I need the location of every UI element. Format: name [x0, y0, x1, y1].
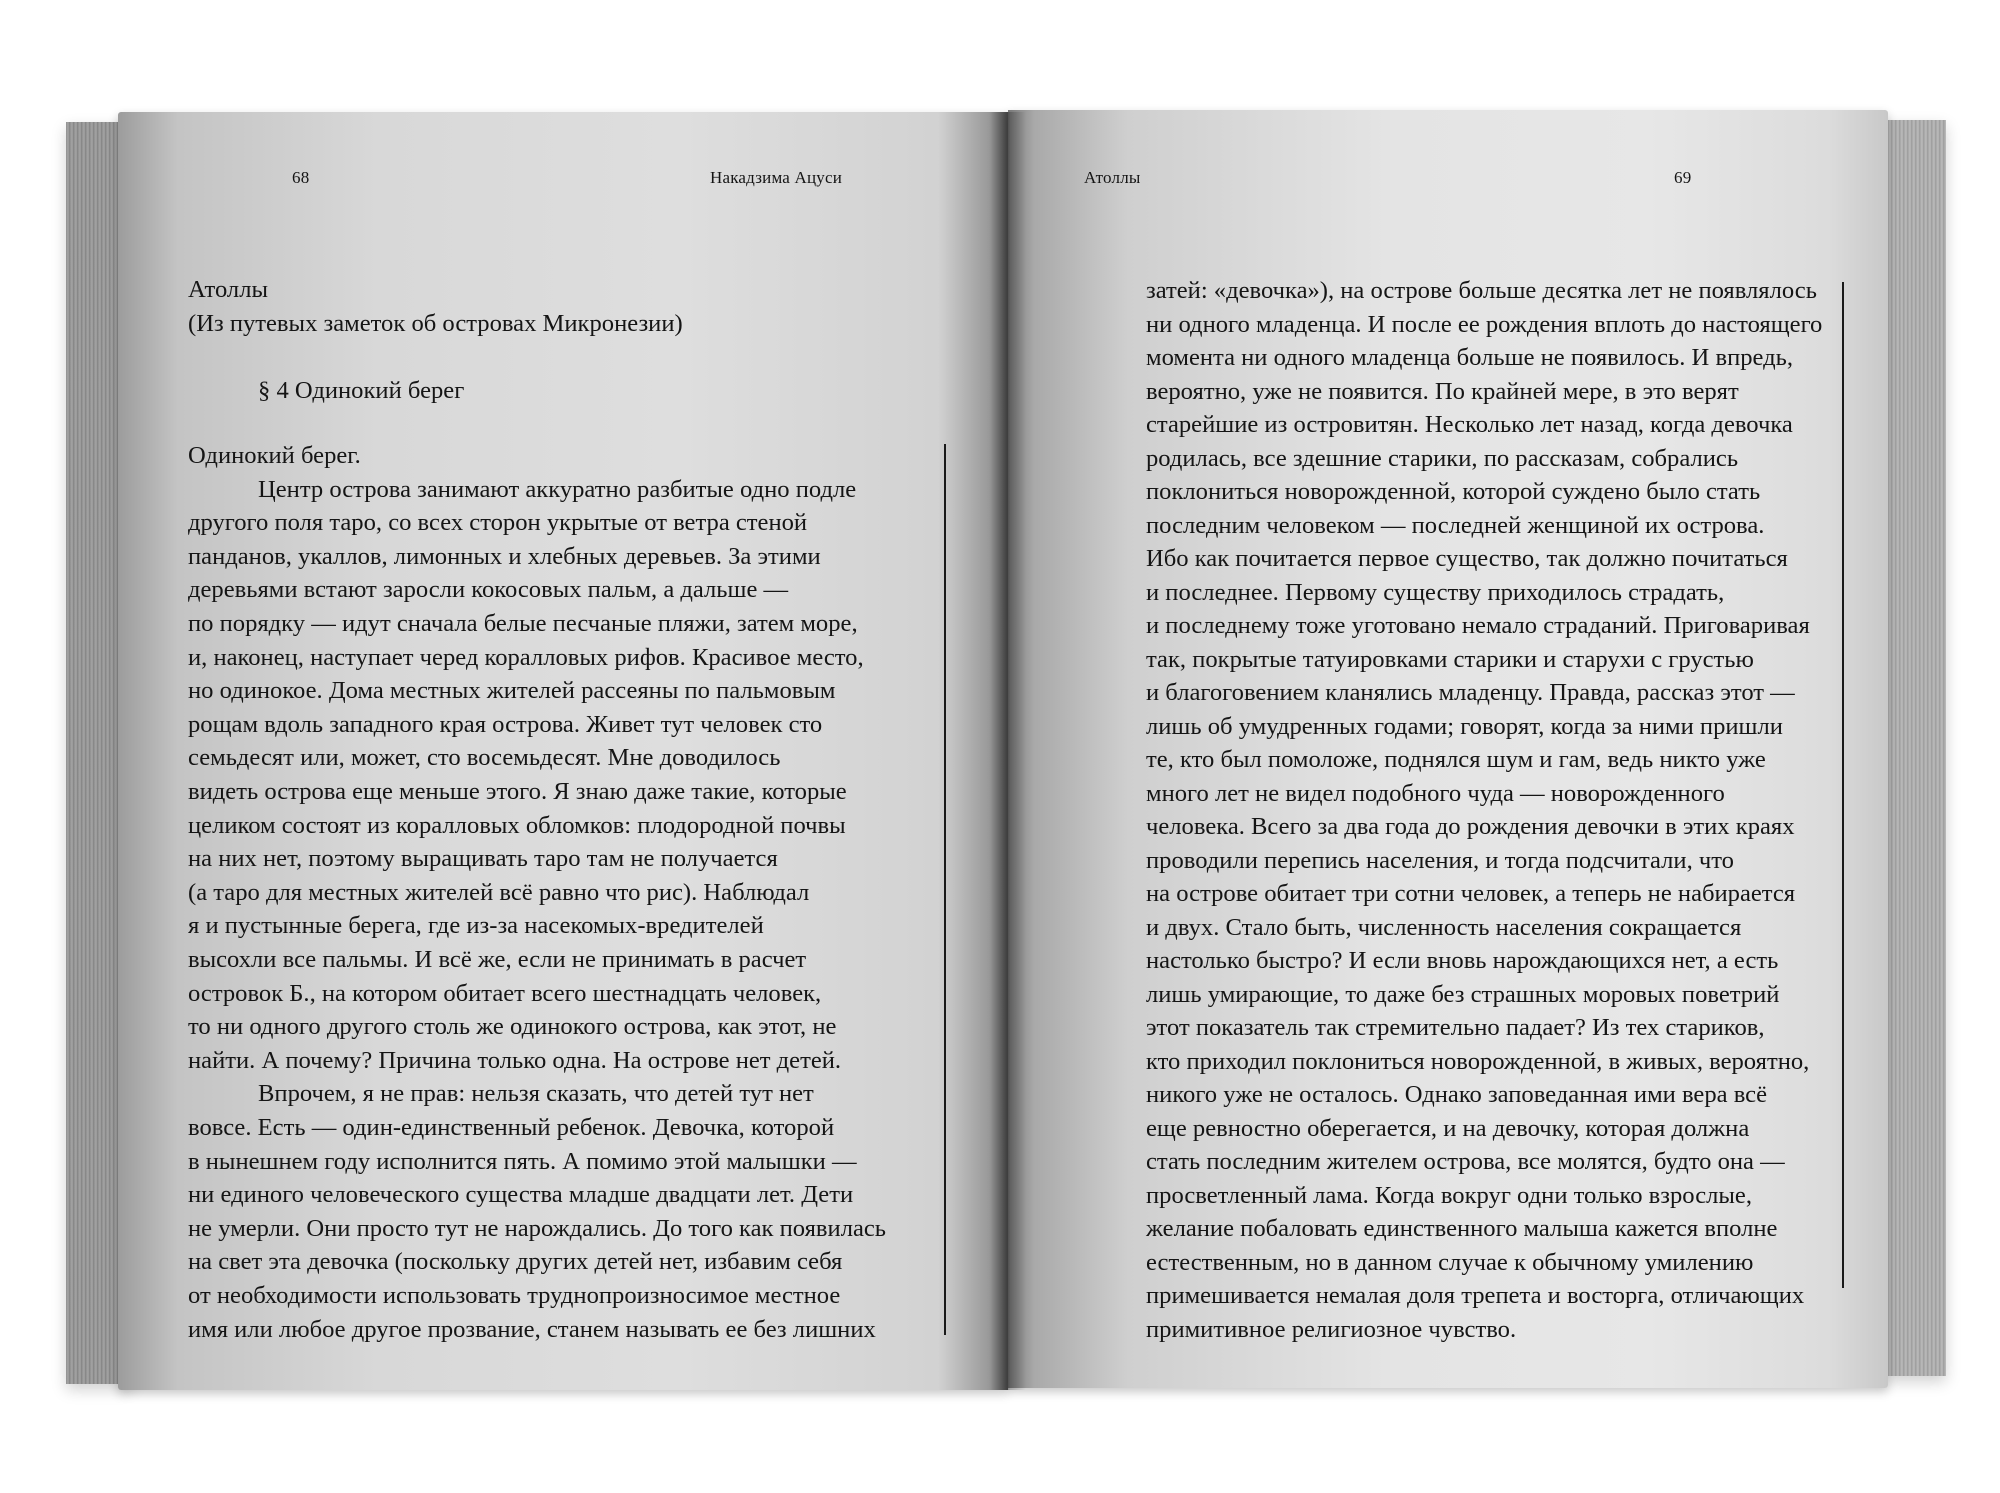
- text-line: на них нет, поэтому выращивать таро там не получается: [188, 845, 778, 872]
- section-heading: § 4 Одинокий берег: [258, 377, 465, 404]
- right-page-number: 69: [1674, 168, 1692, 187]
- text-line: Центр острова занимают аккуратно разбитые одно подле: [258, 476, 857, 503]
- text-line: желание побаловать единственного малыша кажется вполне: [1146, 1215, 1778, 1242]
- text-line: примешивается немалая доля трепета и восторга, отличающих: [1146, 1282, 1805, 1309]
- text-line: островок Б., на котором обитает всего шестнадцать человек,: [188, 980, 822, 1007]
- text-line: просветленный лама. Когда вокруг одни только взрослые,: [1146, 1182, 1752, 1209]
- text-line: высохли все пальмы. И всё же, если не принимать в расчет: [188, 946, 807, 973]
- text-line: много лет не видел подобного чуда — новорожденного: [1146, 780, 1725, 807]
- text-line: проводили перепись населения, и тогда подсчитали, что: [1146, 847, 1734, 874]
- text-line: поклониться новорожденной, которой суждено было стать: [1146, 478, 1761, 505]
- text-line: и двух. Стало быть, численность населения сокращается: [1146, 914, 1742, 941]
- text-line: примитивное религиозное чувство.: [1146, 1316, 1517, 1343]
- text-line: вовсе. Есть — один-единственный ребенок. Девочка, которой: [188, 1114, 835, 1141]
- text-line: естественным, но в данном случае к обычному умилению: [1146, 1249, 1754, 1276]
- text-line: то ни одного другого столь же одинокого острова, как этот, не: [188, 1013, 837, 1040]
- text-line: кто приходил поклониться новорожденной, в живых, вероятно,: [1146, 1048, 1810, 1075]
- text-line: имя или любое другое прозвание, станем называть ее без лишних: [188, 1316, 876, 1343]
- text-line: но одинокое. Дома местных жителей рассеяны по пальмовым: [188, 677, 836, 704]
- text-line: родилась, все здешние старики, по рассказам, собрались: [1146, 445, 1739, 472]
- text-line: лишь об умудренных годами; говорят, когда за ними пришли: [1146, 713, 1783, 740]
- text-line: и благоговением кланялись младенцу. Правда, рассказ этот —: [1146, 679, 1795, 706]
- text-line: целиком состоят из коралловых обломков: плодородной почвы: [188, 812, 846, 839]
- text-line: так, покрытые татуировками старики и старухи с грустью: [1146, 646, 1754, 673]
- text-line: те, кто был помоложе, поднялся шум и гам, ведь никто уже: [1146, 746, 1766, 773]
- text-line: на острове обитает три сотни человек, а теперь не набирается: [1146, 880, 1796, 907]
- text-line: видеть острова еще меньше этого. Я знаю даже такие, которые: [188, 778, 847, 805]
- text-line: вероятно, уже не появится. По крайней мере, в это верят: [1146, 378, 1739, 405]
- text-line: я и пустынные берега, где из-за насекомых-вредителей: [188, 912, 764, 939]
- text-line: ни одного младенца. И после ее рождения вплоть до настоящего: [1146, 311, 1823, 338]
- text-line: никого уже не осталось. Однако заповеданная ими вера всё: [1146, 1081, 1767, 1108]
- text-line: семьдесят или, может, сто восемьдесят. Мне доводилось: [188, 744, 781, 771]
- text-line: этот показатель так стремительно падает? Из тех стариков,: [1146, 1014, 1765, 1041]
- left-running-head: Накадзима Ацуси: [710, 168, 842, 187]
- text-line: не умерли. Они просто тут не нарождались. До того как появилась: [188, 1215, 887, 1242]
- right-running-head: Атоллы: [1084, 168, 1141, 187]
- text-line: и последнее. Первому существу приходилось страдать,: [1146, 579, 1725, 606]
- text-line: и, наконец, наступает черед коралловых рифов. Красивое место,: [188, 644, 864, 671]
- text-line: и последнему тоже уготовано немало страданий. Приговаривая: [1146, 612, 1810, 639]
- text-line: по порядку — идут сначала белые песчаные пляжи, затем море,: [188, 610, 858, 637]
- text-line: затей: «девочка»), на острове больше десятка лет не появлялось: [1146, 277, 1817, 304]
- chapter-subtitle: (Из путевых заметок об островах Микронезии): [188, 310, 683, 337]
- text-line: человека. Всего за два года до рождения девочки в этих краях: [1146, 813, 1795, 840]
- text-line: рощам вдоль западного края острова. Живет тут человек сто: [188, 711, 823, 738]
- left-page: [118, 112, 1008, 1390]
- text-line: другого поля таро, со всех сторон укрытые от ветра стеной: [188, 509, 808, 536]
- right-page-edges: [1884, 120, 1946, 1376]
- text-line: Впрочем, я не прав: нельзя сказать, что детей тут нет: [258, 1080, 814, 1107]
- text-line: панданов, укаллов, лимонных и хлебных деревьев. За этими: [188, 543, 821, 570]
- text-line: последним человеком — последней женщиной их острова.: [1146, 512, 1765, 539]
- text-line: еще ревностно оберегается, и на девочку, которая должна: [1146, 1115, 1750, 1142]
- text-line: Ибо как почитается первое существо, так должно почитаться: [1146, 545, 1788, 572]
- left-page-number: 68: [292, 168, 310, 187]
- text-line: на свет эта девочка (поскольку других детей нет, избавим себя: [188, 1248, 843, 1275]
- text-line: от необходимости использовать труднопроизносимое местное: [188, 1282, 841, 1309]
- text-line: Одинокий берег.: [188, 442, 361, 469]
- right-margin-rule: [1842, 282, 1844, 1288]
- text-line: старейшие из островитян. Несколько лет назад, когда девочка: [1146, 411, 1793, 438]
- text-line: найти. А почему? Причина только одна. На острове нет детей.: [188, 1047, 842, 1074]
- left-margin-rule: [944, 444, 946, 1335]
- text-line: ни единого человеческого существа младше двадцати лет. Дети: [188, 1181, 854, 1208]
- text-line: (а таро для местных жителей всё равно что рис). Наблюдал: [188, 879, 810, 906]
- text-line: лишь умирающие, то даже без страшных моровых поветрий: [1146, 981, 1780, 1008]
- text-line: в нынешнем году исполнится пять. А помимо этой малышки —: [188, 1148, 857, 1175]
- text-line: настолько быстро? И если вновь нарождающихся нет, а есть: [1146, 947, 1779, 974]
- text-line: деревьями встают заросли кокосовых пальм, а дальше —: [188, 576, 789, 603]
- text-line: момента ни одного младенца больше не появилось. И впредь,: [1146, 344, 1794, 371]
- right-page: [1008, 110, 1888, 1388]
- chapter-title: Атоллы: [188, 276, 269, 303]
- text-line: стать последним жителем острова, все молятся, будто она —: [1146, 1148, 1785, 1175]
